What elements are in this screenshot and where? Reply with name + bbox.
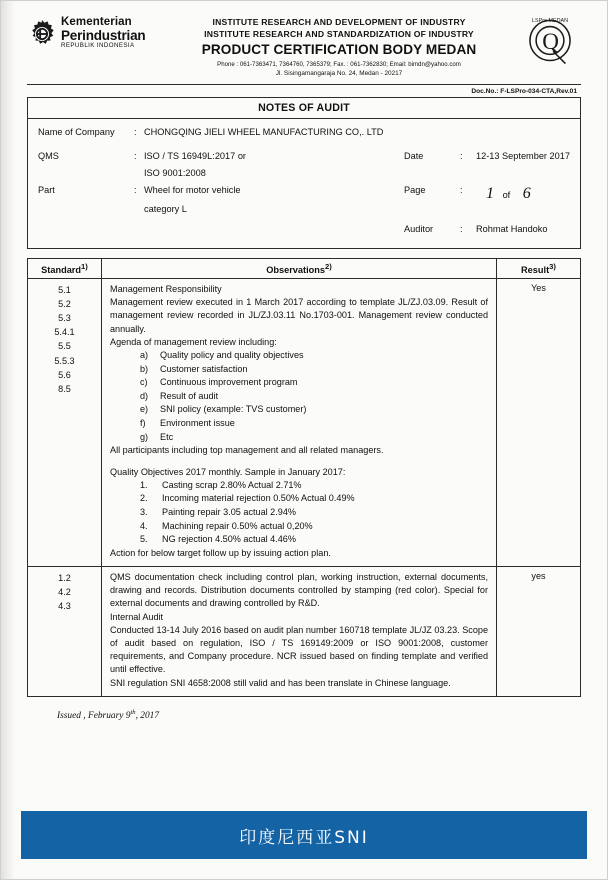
list-text: Casting scrap 2.80% Actual 2.71%: [162, 479, 302, 490]
auditor-colon: :: [460, 224, 463, 234]
standard-code: 5.5.3: [54, 355, 75, 366]
list-item: [110, 403, 488, 417]
col-header-observations: [102, 259, 497, 279]
row-2-observations: [102, 567, 497, 697]
list-item: [110, 390, 488, 404]
table-row: [28, 279, 581, 567]
observation-paragraph: All participants including top management and all related managers.: [110, 445, 384, 456]
row-1-standards: [28, 279, 102, 567]
observation-numbered-list: [110, 479, 488, 547]
header-contact: Phone : 061-7363471, 7364760, 7365379; Fax. : 061-7362830; Email: bimdn@yahoo.com: [217, 61, 461, 68]
list-text: Environment issue: [160, 418, 235, 429]
document-sheet: [1, 1, 607, 811]
page-colon: :: [460, 185, 463, 195]
auditor-row: [38, 224, 570, 238]
row-2-standards: [28, 567, 102, 697]
list-text: Incoming material rejection 0.50% Actual 0.49%: [162, 493, 355, 504]
list-item: [110, 520, 488, 534]
list-marker: a): [140, 349, 149, 360]
list-text: Painting repair 3.05 actual 2.94%: [162, 507, 296, 518]
header-title-1: INSTITUTE RESEARCH AND DEVELOPMENT OF INDUSTRY: [212, 17, 466, 27]
document-header: [27, 15, 581, 77]
list-text: Customer satisfaction: [160, 363, 248, 374]
standard-code: 5.1: [58, 285, 71, 296]
qms-colon: :: [134, 151, 137, 161]
list-text: Continuous improvement program: [160, 377, 298, 388]
logo-line-3: REPUBLIK INDONESIA: [61, 42, 135, 50]
observation-paragraph: Internal Audit: [110, 611, 164, 622]
page-of-label: of: [502, 190, 511, 200]
company-colon: :: [134, 127, 137, 137]
observation-paragraph: Agenda of management review including:: [110, 336, 277, 347]
standard-code: 4.2: [58, 587, 71, 598]
header-titles: [165, 15, 513, 77]
observation-paragraph: SNI regulation SNI 4658:2008 still valid and has been translate in Chinese language.: [110, 677, 451, 688]
company-value: CHONGQING JIELI WHEEL MANUFACTURING CO,. LTD: [144, 127, 384, 137]
list-item: [110, 363, 488, 377]
auditor-value: Rohmat Handoko: [476, 224, 548, 234]
date-colon: :: [460, 151, 463, 161]
observation-paragraph: Quality Objectives 2017 monthly. Sample in January 2017:: [110, 466, 346, 477]
issued-sup: th: [130, 708, 136, 716]
list-text: Result of audit: [160, 390, 219, 401]
row-1-observations: [102, 279, 497, 567]
gear-logo-icon: [27, 19, 57, 49]
company-row: [38, 127, 570, 151]
date-value: 12-13 September 2017: [476, 151, 570, 161]
table-header-row: [28, 259, 581, 279]
list-marker: 5.: [140, 534, 148, 545]
part-row: [38, 185, 570, 204]
list-item: [110, 479, 488, 493]
list-marker: 1.: [140, 479, 148, 490]
list-marker: 4.: [140, 520, 148, 531]
standard-code: 1.2: [58, 573, 71, 584]
standard-code: 5.3: [58, 313, 71, 324]
row-2-result: yes: [497, 567, 581, 697]
col-header-standard-sup: 1): [81, 262, 88, 271]
table-row: [28, 567, 581, 697]
ministry-logo: [27, 15, 159, 50]
list-item: [110, 431, 488, 445]
logo-line-1: Kementerian: [61, 16, 132, 28]
notes-of-audit-box: [27, 97, 581, 249]
observation-paragraph: Management Responsibility: [110, 284, 222, 295]
list-marker: 2.: [140, 493, 148, 504]
col-header-result-sup: 3): [549, 262, 556, 271]
issued-prefix: Issued , February 9: [57, 710, 131, 721]
list-marker: e): [140, 404, 149, 415]
qms-row: [38, 151, 570, 168]
list-item: [110, 533, 488, 547]
list-marker: 3.: [140, 507, 148, 518]
logo-line-2: Perindustrian: [61, 27, 146, 43]
observation-paragraph: Management review executed in 1 March 2017 according to template JL/ZJ.03.09. Result of management review recorded in JL/ZJ.03.11 No.1703-001. Management review conducted annually.: [110, 297, 488, 334]
list-text: Etc: [160, 431, 174, 442]
part-label: Part: [38, 185, 55, 195]
page-label: Page: [404, 185, 426, 195]
list-text: Quality policy and quality objectives: [160, 349, 304, 360]
standard-code: 4.3: [58, 601, 71, 612]
header-title-2: INSTITUTE RESEARCH AND STANDARDIZATION OF INDUSTRY: [204, 29, 474, 39]
qms-value-line-2: ISO 9001:2008: [144, 168, 206, 178]
standard-code: 5.6: [58, 369, 71, 380]
list-item: [110, 492, 488, 506]
notes-of-audit-body: [28, 119, 580, 248]
col-header-result: [497, 259, 581, 279]
row-1-result: Yes: [497, 279, 581, 567]
qms-label: QMS: [38, 151, 59, 161]
list-item: [110, 376, 488, 390]
list-marker: g): [140, 431, 149, 442]
standard-code: 5.4.1: [54, 327, 75, 338]
part-value-line-1: Wheel for motor vehicle: [144, 185, 241, 195]
doc-number: Doc.No.: F-LSPro-034-CTA,Rev.01: [471, 88, 577, 95]
col-header-observations-text: Observations: [266, 265, 325, 276]
col-header-standard-text: Standard: [41, 265, 81, 276]
observation-paragraph: Conducted 13-14 July 2016 based on audit plan number 160718 template JL/JZ 03.23. Scope of audit based on regulation, ISO / TS 169149:2009 or ISO 9001:2008, customer requirements, and Company procedure. NCR issued based on finding template and verified until effective.: [110, 624, 488, 675]
svg-text:Q: Q: [542, 28, 559, 55]
issued-date: [27, 709, 581, 721]
list-text: Machining repair 0.50% actual 0,20%: [162, 520, 313, 531]
list-marker: b): [140, 363, 149, 374]
part-row-2: [38, 204, 570, 224]
date-label: Date: [404, 151, 424, 161]
svg-text:LSPro MEDAN: LSPro MEDAN: [532, 17, 568, 24]
list-text: SNI policy (example: TVS customer): [160, 404, 307, 415]
list-item: [110, 506, 488, 520]
standard-code: 8.5: [58, 383, 71, 394]
lspro-seal-icon: [519, 15, 581, 69]
notes-of-audit-title: NOTES OF AUDIT: [28, 98, 580, 119]
header-divider: [27, 84, 581, 85]
ministry-logo-text: [61, 17, 145, 50]
page-value-group: [476, 185, 570, 203]
col-header-standard: [28, 259, 102, 279]
list-marker: d): [140, 390, 149, 401]
standard-code: 5.5: [58, 341, 71, 352]
part-colon: :: [134, 185, 137, 195]
audit-table: [27, 258, 581, 697]
list-marker: c): [140, 377, 148, 388]
list-text: NG rejection 4.50% actual 4.46%: [162, 534, 296, 545]
header-address: Jl. Sisingamangaraja No. 24, Medan - 20217: [275, 70, 403, 77]
qms-row-2: [38, 168, 570, 185]
observation-paragraph: QMS documentation check including control plan, working instruction, external documents, drawing and records. Distribution documents controlled by stamping (red color). Special for external documents and drawing controlled by R&D.: [110, 572, 488, 609]
list-marker: f): [140, 418, 146, 429]
bottom-banner: 印度尼西亚SNI: [21, 811, 587, 859]
issued-suffix: , 2017: [135, 710, 160, 721]
company-label: Name of Company: [38, 127, 115, 137]
col-header-result-text: Result: [521, 265, 550, 276]
qms-value-line-1: ISO / TS 16949L:2017 or: [144, 151, 246, 161]
list-item: [110, 349, 488, 363]
page-total: 6: [522, 185, 531, 202]
page-number: 1: [486, 185, 494, 202]
header-title-3: PRODUCT CERTIFICATION BODY MEDAN: [201, 42, 477, 57]
col-header-observations-sup: 2): [324, 262, 332, 271]
observation-paragraph: Action for below target follow up by issuing action plan.: [110, 547, 331, 558]
auditor-label: Auditor: [404, 224, 434, 234]
standard-code: 5.2: [58, 299, 71, 310]
part-value-line-2: category L: [144, 204, 187, 214]
list-item: [110, 417, 488, 431]
observation-lettered-list: [110, 349, 488, 444]
